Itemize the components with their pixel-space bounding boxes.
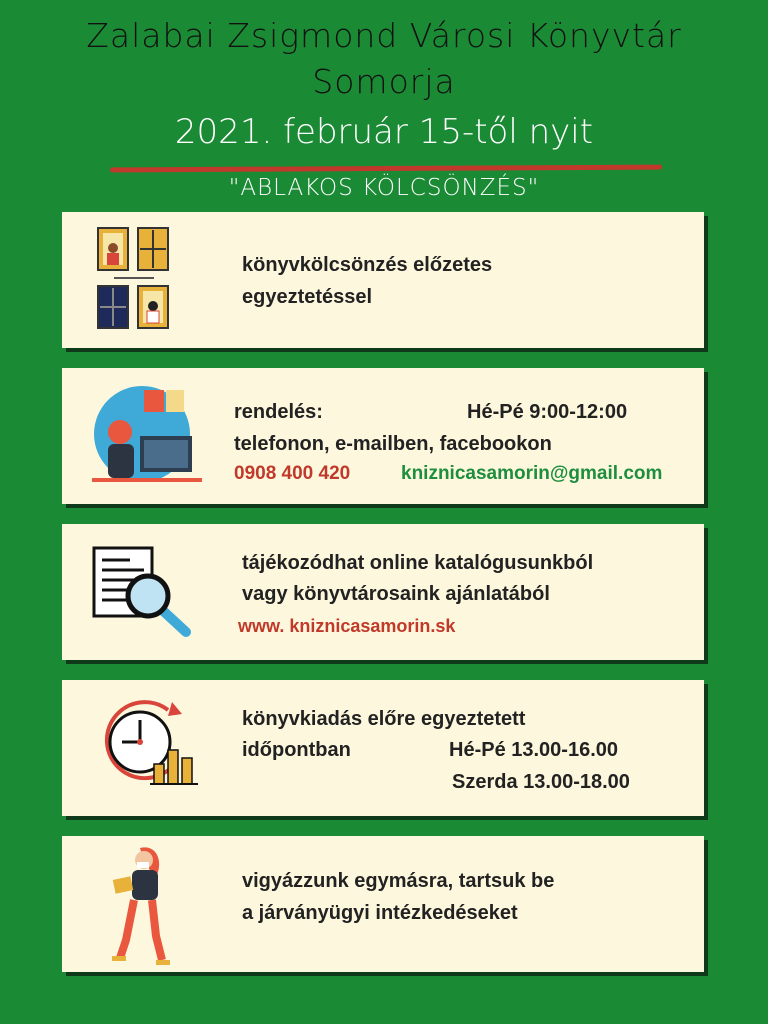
card-ordering <box>62 368 704 504</box>
pickup-hours-weekdays: Hé-Pé 13.00-16.00 <box>449 739 619 761</box>
catalog-line1: tájékozódhat online katalógusunkból <box>242 552 594 574</box>
library-name: Zalabai Zsigmond Városi Könyvtár <box>86 16 682 55</box>
pickup-line2: időpontban <box>242 739 351 761</box>
windows-icon <box>94 224 174 336</box>
card-catalog <box>62 524 704 660</box>
safety-line1: vigyázzunk egymásra, tartsuk be <box>242 870 555 892</box>
subtitle: "ABLAKOS KÖLCSÖNZÉS" <box>228 175 540 201</box>
woman-at-computer-icon <box>82 382 202 492</box>
title-underline <box>110 165 662 173</box>
safety-line2: a járványügyi intézkedéseket <box>242 902 518 924</box>
card1-line2: egyeztetéssel <box>242 286 373 308</box>
catalog-line2: vagy könyvtárosaink ajánlatából <box>242 583 550 605</box>
phone-number[interactable]: 0908 400 420 <box>234 463 351 484</box>
card-safety <box>62 836 704 972</box>
woman-walking-icon <box>90 840 180 970</box>
card-book-pickup <box>62 680 704 816</box>
library-city: Somorja <box>312 62 456 101</box>
ordering-label: rendelés: <box>234 401 323 423</box>
pickup-line1: könyvkiadás előre egyeztetett <box>242 708 526 730</box>
clock-chart-icon <box>98 696 208 796</box>
email-address[interactable]: kniznicasamorin@gmail.com <box>401 463 663 484</box>
pickup-hours-wednesday: Szerda 13.00-18.00 <box>452 771 630 793</box>
opening-date: 2021. február 15-től nyit <box>174 112 594 152</box>
website-link[interactable]: www. kniznicasamorin.sk <box>238 616 456 636</box>
card-window-lending <box>62 212 704 348</box>
card1-line1: könyvkölcsönzés előzetes <box>242 254 493 276</box>
ordering-hours: Hé-Pé 9:00-12:00 <box>467 401 628 423</box>
ordering-channels: telefonon, e-mailben, facebookon <box>234 433 552 455</box>
document-magnifier-icon <box>90 542 200 642</box>
